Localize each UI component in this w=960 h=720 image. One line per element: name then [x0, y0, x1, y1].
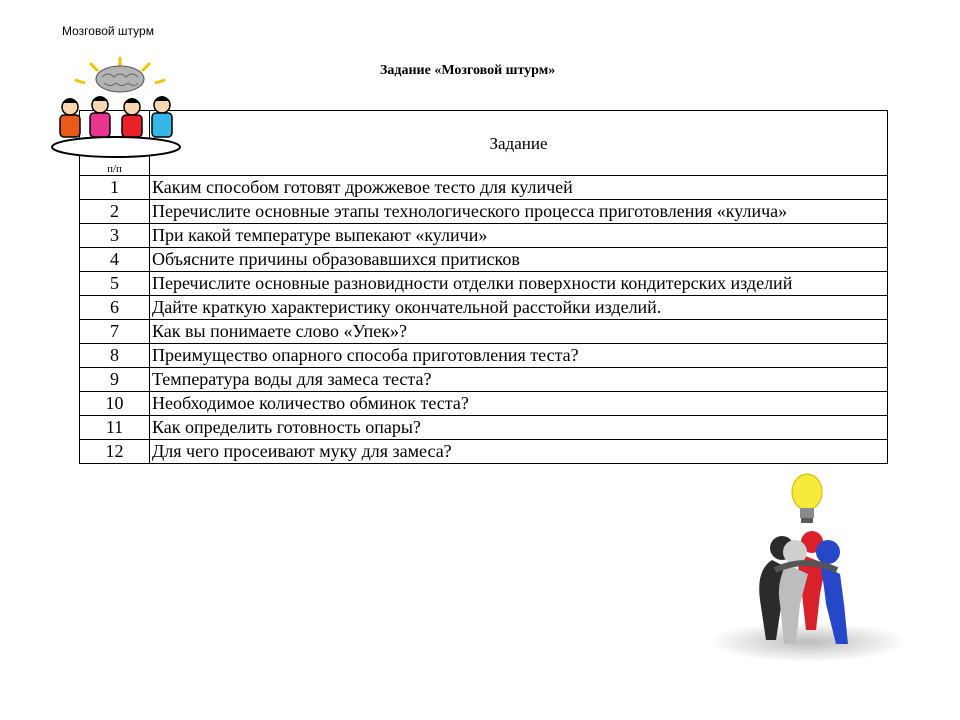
table-row [80, 272, 888, 296]
row-number: 3 [80, 224, 150, 248]
row-text: Перечислите основные этапы технологического процесса приготовления «кулича» [150, 200, 888, 224]
team-huddle-clipart [700, 470, 915, 665]
table-row [80, 416, 888, 440]
row-text: Преимущество опарного способа приготовления теста? [150, 344, 888, 368]
table-row [80, 368, 888, 392]
row-number: 7 [80, 320, 150, 344]
light-bulb-icon [792, 474, 822, 523]
row-text: Объясните причины образовавшихся притисков [150, 248, 888, 272]
table-row [80, 248, 888, 272]
row-number: 11 [80, 416, 150, 440]
table-row [80, 392, 888, 416]
table-row [80, 320, 888, 344]
row-text: Дайте краткую характеристику окончательной расстойки изделий. [150, 296, 888, 320]
table-row [80, 440, 888, 464]
row-number: 9 [80, 368, 150, 392]
brainstorm-clipart [50, 55, 190, 160]
row-text: При какой температуре выпекают «куличи» [150, 224, 888, 248]
corner-label: Мозговой штурм [62, 24, 154, 38]
task-table [79, 110, 888, 464]
table-row [80, 176, 888, 200]
row-number: 5 [80, 272, 150, 296]
row-text: Как вы понимаете слово «Упек»? [150, 320, 888, 344]
row-text: Температура воды для замеса теста? [150, 368, 888, 392]
row-number: 10 [80, 392, 150, 416]
header-number: п/п [80, 111, 150, 176]
round-table-icon [52, 137, 180, 157]
header-task: Задание [150, 111, 888, 176]
row-text: Перечислите основные разновидности отделки поверхности кондитерских изделий [150, 272, 888, 296]
row-number: 8 [80, 344, 150, 368]
table-row [80, 296, 888, 320]
row-text: Для чего просеивают муку для замеса? [150, 440, 888, 464]
page-title: Задание «Мозговой штурм» [380, 63, 556, 78]
row-number: 4 [80, 248, 150, 272]
table-row [80, 200, 888, 224]
row-text: Необходимое количество обминок теста? [150, 392, 888, 416]
table-row [80, 344, 888, 368]
table-header-row [80, 111, 888, 176]
row-number: 6 [80, 296, 150, 320]
row-number: 12 [80, 440, 150, 464]
row-number: 1 [80, 176, 150, 200]
row-text: Как определить готовность опары? [150, 416, 888, 440]
row-text: Каким способом готовят дрожжевое тесто для куличей [150, 176, 888, 200]
table-row [80, 224, 888, 248]
row-number: 2 [80, 200, 150, 224]
brain-icon [96, 66, 144, 92]
